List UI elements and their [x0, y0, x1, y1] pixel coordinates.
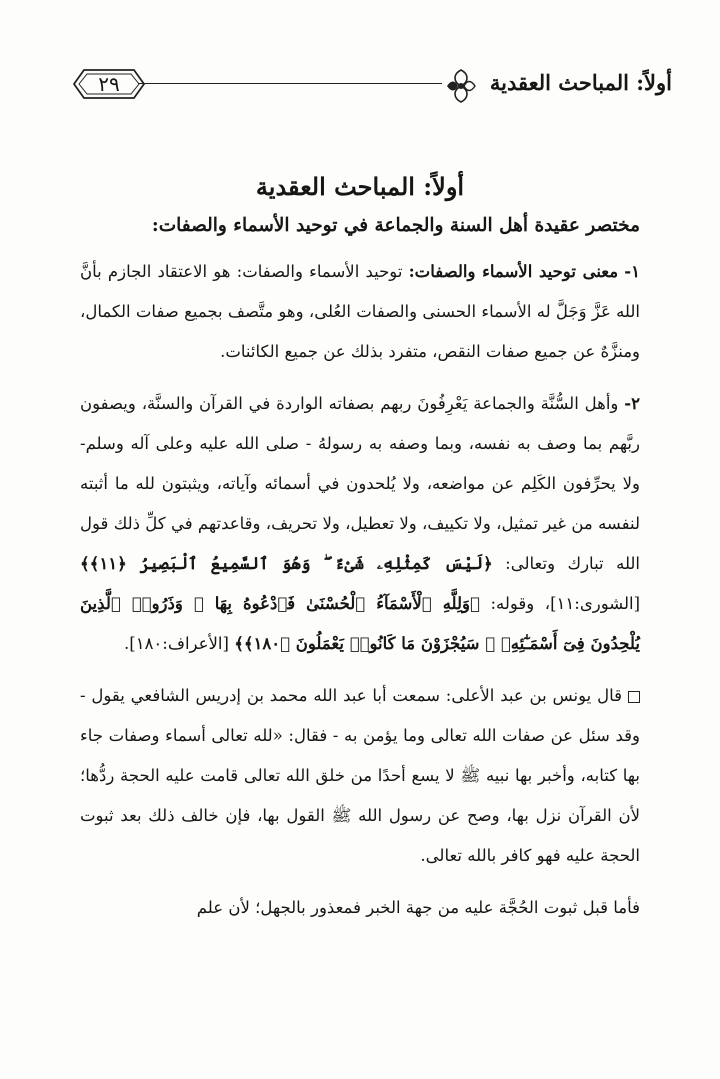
page-number: ٢٩ [98, 72, 120, 96]
paragraph-text: فأما قبل ثبوت الحُجَّة عليه من جهة الخبر فمعذور بالجهل؛ لأن علم [196, 898, 640, 917]
paragraph-text: ، وقوله: [490, 594, 551, 613]
paragraph-text: قال يونس بن عبد الأعلى: سمعت أبا عبد الله محمد بن إدريس الشافعي يقول - وقد سئل عن صفات الله تعالى وما يؤمن به - فقال: «لله تعالى أسماء وصفات جاء بها كتابه، وأخبر بها نبيه ﷺ لا يسع أحدًا من خلق الله تعالى قامت عليه الحجة ردُّها؛ لأن القرآن نزل بها، وصح عن رسول الله ﷺ القول بها، فإن خالف ذلك بعد ثبوت الحجة عليه فهو كافر بالله تعالى. [80, 686, 640, 865]
paragraph-2 [80, 384, 640, 664]
paragraph-text: توحيد الأسماء والصفات: هو الاعتقاد الجازم بأنَّ الله عَزَّ وَجَلَّ له الأسماء الحسنى والصفات العُلى، وهو متَّصف بجميع صفات الكمال، ومنزَّهٌ عن جميع صفات النقص، متفرد بذلك عن جميع الكائنات. [80, 262, 640, 361]
quran-verse: ﴿لَيْسَ كَمِثْلِهِۦ شَىْءٌ ۖ وَهُوَ ٱلسَّمِيعُ ٱلْبَصِيرُ ﴿١١﴾﴾ [80, 554, 493, 573]
paragraph-3 [80, 676, 640, 876]
item-number: ٢- [624, 394, 640, 413]
subtitle: مختصر عقيدة أهل السنة والجماعة في توحيد الأسماء والصفات: [151, 215, 640, 236]
definition-term: معنى توحيد الأسماء والصفات: [408, 262, 619, 281]
floral-ornament-icon [443, 66, 479, 106]
running-head-title: أولاً: المباحث العقدية [489, 70, 672, 95]
verse-reference: [الشورى:١١] [550, 594, 641, 613]
paragraph-text: وأهل السُّنَّة والجماعة يَعْرِفُونَ ربهم بصفاته الواردة في القرآن والسنَّة، ويصفون ربَّهم بما وصف به نفسه، وبما وصفه به رسولهُ - صلى الله عليه وعلى آله وسلم- ولا يحرِّفون الكَلِم عن مواضعه، ولا يُلحدون في أسمائه وآياته، ويثبتون لله ما أثبته لنفسه من غير تمثيل، ولا تكييف، ولا تعطيل، ولا تحريف، وقاعدتهم في كلِّ ذلك قول الله تبارك وتعالى: [80, 394, 641, 573]
item-number: ١- [624, 262, 641, 281]
paragraph-4 [80, 888, 640, 928]
quran-verse: ﴿وَلِلَّهِ ٱلْأَسْمَآءُ ٱلْحُسْنَىٰ فَٱدْعُوهُ بِهَا ۖ وَذَرُوا۟ ٱلَّذِينَ يُلْحِدُونَ فِىٓ أَسْمَـٰٓئِهِۦ ۚ سَيُجْزَوْنَ مَا كَانُوا۟ يَعْمَلُونَ ﴿١٨٠﴾﴾ [80, 594, 640, 653]
running-header [72, 66, 672, 110]
header-rule [138, 83, 442, 84]
section-title: أولاً: المباحث العقدية [255, 172, 465, 201]
paragraph-1 [80, 252, 640, 372]
page-body [80, 172, 640, 940]
verse-reference: [الأعراف:١٨٠]. [124, 634, 229, 653]
square-bullet-icon [628, 691, 640, 703]
